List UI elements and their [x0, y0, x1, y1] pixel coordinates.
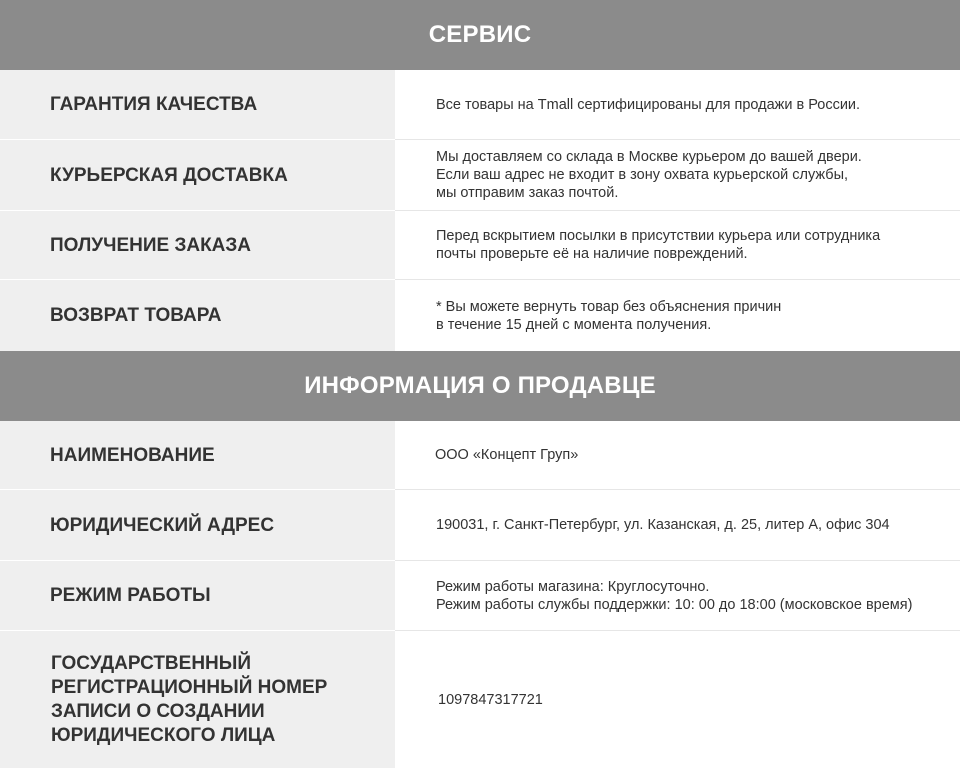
seller-row-name	[0, 421, 960, 490]
row-value-line: 1097847317721	[438, 691, 543, 708]
seller-row-address	[0, 490, 960, 561]
row-value	[395, 70, 960, 140]
row-value-line: в течение 15 дней с момента получения.	[436, 316, 712, 333]
row-value	[395, 280, 960, 351]
service-row-delivery	[0, 140, 960, 211]
row-label-line: ЮРИДИЧЕСКОГО ЛИЦА	[51, 724, 276, 746]
row-value-line: Перед вскрытием посылки в присутствии курьера или сотрудника	[436, 228, 881, 244]
row-label: ПОЛУЧЕНИЕ ЗАКАЗА	[0, 211, 395, 280]
row-label: НАИМЕНОВАНИЕ	[0, 421, 395, 490]
service-section-header	[0, 0, 960, 70]
service-row-return	[0, 280, 960, 351]
row-label-line: ЗАПИСИ О СОЗДАНИИ	[51, 700, 265, 722]
row-value-line: ООО «Концепт Груп»	[435, 447, 579, 463]
seller-row-hours	[0, 561, 960, 631]
row-value-line: почты проверьте её на наличие повреждений.	[436, 246, 748, 262]
row-value-line: Режим работы службы поддержки: 10: 00 до 18:00 (московское время)	[436, 596, 913, 613]
row-value-line: Все товары на Tmall сертифицированы для продажи в России.	[436, 96, 861, 113]
seller-row-registration	[0, 631, 960, 768]
row-value-line: Если ваш адрес не входит в зону охвата курьерской службы,	[436, 167, 849, 183]
row-value	[395, 421, 960, 490]
row-value-line: мы отправим заказ почтой.	[436, 185, 619, 201]
row-value-line: Режим работы магазина: Круглосуточно.	[436, 578, 710, 595]
row-label: РЕЖИМ РАБОТЫ	[0, 561, 395, 631]
row-value	[395, 140, 960, 211]
service-row-receiving	[0, 211, 960, 280]
row-value-line: * Вы можете вернуть товар без объяснения причин	[436, 298, 782, 315]
row-value	[395, 490, 960, 561]
row-label-line: РЕГИСТРАЦИОННЫЙ НОМЕР	[51, 676, 328, 698]
row-value-line: Мы доставляем со склада в Москве курьером до вашей двери.	[436, 149, 862, 165]
row-value-line: 190031, г. Санкт-Петербург, ул. Казанская, д. 25, литер А, офис 304	[436, 517, 890, 533]
row-label: ГАРАНТИЯ КАЧЕСТВА	[0, 70, 395, 140]
row-value	[395, 561, 960, 631]
row-value	[395, 631, 960, 768]
row-label: КУРЬЕРСКАЯ ДОСТАВКА	[0, 140, 395, 211]
seller-section-header	[0, 351, 960, 421]
row-value	[395, 211, 960, 280]
service-section-title: СЕРВИС	[428, 21, 532, 48]
row-label: ЮРИДИЧЕСКИЙ АДРЕС	[0, 490, 395, 561]
service-row-quality	[0, 70, 960, 140]
row-label-line: ГОСУДАРСТВЕННЫЙ	[51, 652, 252, 674]
row-label: ВОЗВРАТ ТОВАРА	[0, 280, 395, 351]
seller-section-title: ИНФОРМАЦИЯ О ПРОДАВЦЕ	[304, 372, 656, 399]
row-label	[0, 631, 395, 768]
